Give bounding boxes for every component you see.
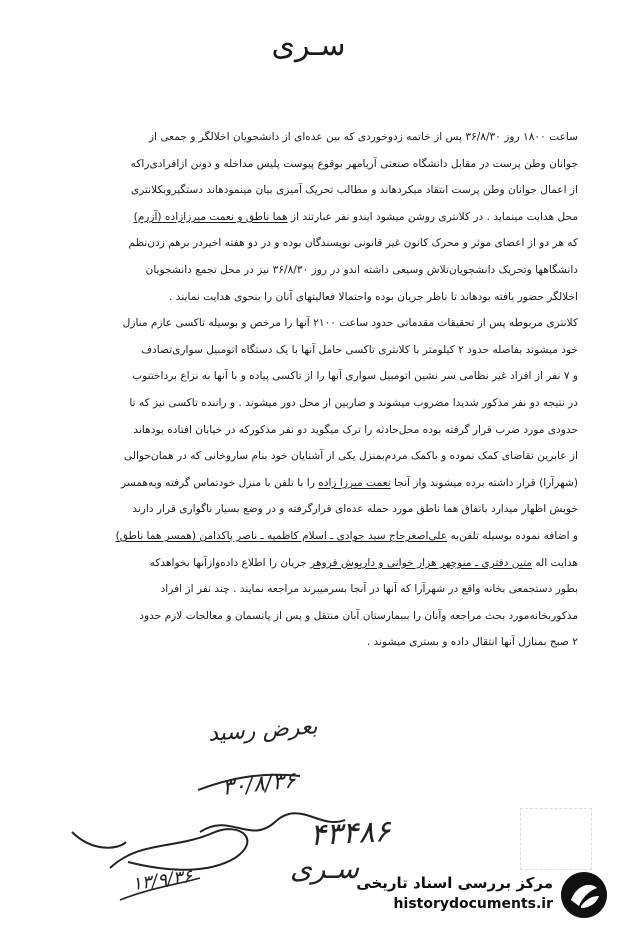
underlined-name: نعمت میرزا زاده [318, 476, 391, 489]
underlined-names: متین دفتری ـ منوچهر هزار خوانی و داریوش فروهر [310, 556, 532, 569]
register-number: ۴۳۴۸۶ [309, 813, 392, 854]
underlined-names: هما ناطق و نعمت میرزازاده (آزرم) [133, 210, 288, 223]
document-heading: سـرى [271, 28, 346, 63]
report-line: کلانتری مربوطه پس از تحقیقات مقدماتی حدود ساعت ۲۱۰۰ آنها را مرخص و بوسیله تاکسی عازم منازل [122, 317, 578, 330]
report-body [50, 124, 578, 656]
report-line: در نتیجه دو نفر مذکور شدیدا مضروب میشوند و ضاربین از محل دور میشوند . و راننده تاکسی نیز که تا [129, 396, 578, 409]
archive-logo-icon [559, 870, 609, 920]
archive-title: مرکز بررسی اسناد تاریخی [356, 874, 553, 892]
report-line: خویش اظهار میدارد باتفاق هما ناطق مورد حمله عده‌ای قرارگرفته و در وضع بسیار ناگواری قرار دارند [132, 503, 578, 516]
report-line [50, 550, 578, 577]
report-line: حدودی مورد ضرب قرار گرفته بوده محل‌حادثه را ترک میگوید دو نفر مذکورکه در خیابان افتاده بودهاند [133, 423, 578, 436]
report-line: جوانان وطن پرست در مقابل دانشگاه صنعتی آریامهر بوقوع پیوست پلیس مداخله و دونن ازافرادی‌راکه [130, 157, 578, 170]
report-line: ۲ صبح بمنازل آنها انتقال داده و بستری میشوند . [366, 636, 578, 649]
report-line-text: را با تلفن با منزل خودتماس گرفته وبه‌همسر [121, 476, 315, 489]
date-note: ۱۳/۹/۳۶ [130, 865, 194, 896]
report-line: مذکوربخانه‌مورد بحث مراجعه وآنان را ببیمارستان آبان منتقل و پس از پانسمان و معالجات لازم حدود [139, 609, 578, 622]
report-line [50, 470, 578, 497]
archive-url: historydocuments.ir [393, 896, 553, 912]
report-line: خود میشوند بفاصله حدود ۲ کیلومتر با کلانتری تاکسی حامل آنها با یک دستگاه اتومبیل سواری‌تصادف [141, 343, 578, 356]
archive-watermark [330, 870, 615, 922]
report-line: و ۷ نفر از افراد غیر نظامی سر نشین اتومبیل سواری آنها را از تاکسی پیاده و با آنها به نزاع برداختنوب [132, 370, 578, 383]
faded-stamp [520, 808, 592, 870]
report-line-text: و اضافه نموده بوسیله تلفن‌به [450, 529, 578, 542]
report-line: بطور دستجمعی بخانه واقع در شهرآرا که آنها در آنجا بسرمیبرند مراجعه نمایند . چند نفر از افراد [160, 583, 578, 596]
underlined-names: علی‌اصغرحاج سید جوادی ـ اسلام کاظمیه ـ ناصر پاکدامن (همسر هما ناطق) [115, 529, 448, 542]
report-line-text: جریان را اطلاع داده‌واز‌آنها بخواهدکه [149, 556, 307, 569]
report-line-text: (شهرآرا) قرار داشته برده میشوند واز آنجا [394, 476, 578, 489]
secret-mark: سـرى [290, 852, 360, 885]
date-note: ۳۰/۸/۳۶ [220, 768, 298, 801]
report-line [50, 523, 578, 550]
report-line: که هر دو از اعضای موثر و محرک کانون غیر قانونی نویسندگان بوده و در دو هفته اخیردر برهم زدن‌نظم [128, 237, 578, 250]
report-line: دانشگاهها وتحریک دانشجویان‌تلاش وسیعی داشته اندو در روز ۳۶/۸/۳۰ نیز در محل تجمع دانشجویان [145, 263, 578, 276]
report-line: از اعمال جوانان وطن پرست انتقاد میکردهاند و مطالب تحریک آمیزی بیان مینمودهاند دستگیروبکلانتری [130, 184, 578, 197]
report-line-text: هدایت اله [535, 556, 578, 569]
report-line: از عابرین تقاضای کمک نموده و باکمک مردم‌بمنزل یکی از آشنایان خود بنام ساروخانی که در همان‌حوالی [123, 450, 578, 463]
report-line: ساعت ۱۸۰۰ روز ۳۶/۸/۳۰ پس از خاتمه زدوخوردی که بین عده‌ای از دانشجویان اخلالگر و جمعی از [148, 131, 578, 143]
report-line-text: محل هدایت مینماید . در کلانتری روشن میشود ایندو نفر عبارتند از [290, 210, 578, 223]
report-line [50, 204, 578, 231]
report-line: اخلالگر حضور یافته بودهاند تا ناظر جریان بوده واحتمالا فعالیتهای آنان را بنحوی هدایت نمایند . [169, 290, 578, 303]
received-note: بعرض رسید [207, 714, 319, 747]
